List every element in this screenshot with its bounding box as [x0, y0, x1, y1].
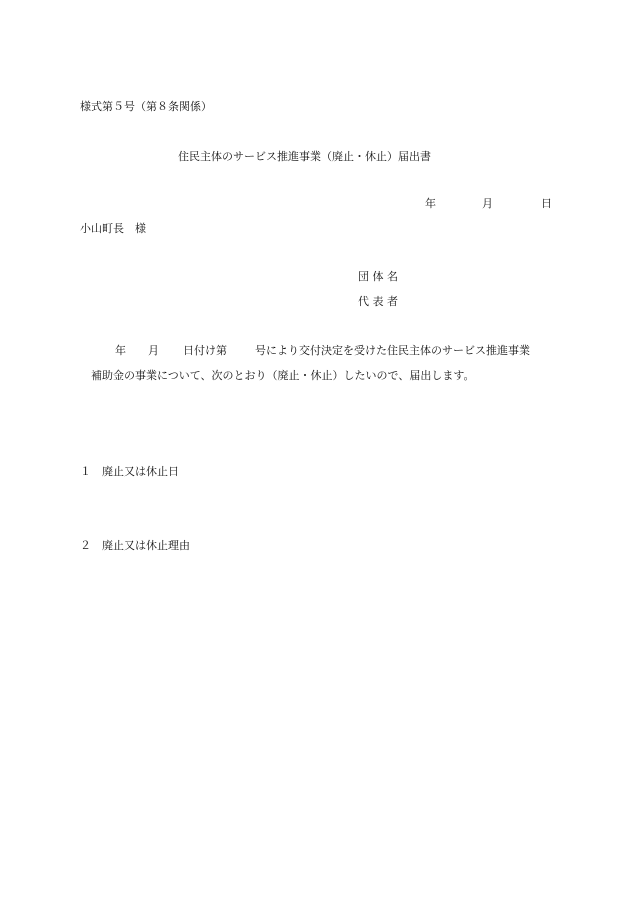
date-month-label: 月 [482, 197, 493, 210]
item-1-number: １ [80, 465, 91, 478]
date-day-label: 日 [541, 197, 552, 210]
item-1-label: 廃止又は休止日 [102, 465, 179, 478]
addressee: 小山町長 様 [80, 222, 146, 235]
date-year-label: 年 [425, 197, 436, 210]
form-number: 様式第５号（第８条関係） [80, 100, 212, 113]
document-title: 住民主体のサービス推進事業（廃止・休止）届出書 [178, 150, 431, 163]
representative-label: 代 表 者 [358, 295, 398, 308]
body-line1-rest: 号により交付決定を受けた住民主体のサービス推進事業 [255, 344, 530, 357]
body-year-label: 年 [115, 344, 126, 357]
body-line2: 補助金の事業について、次のとおり（廃止・休止）したいので、届出します。 [91, 369, 475, 382]
body-month-label: 月 [148, 344, 159, 357]
body-date-suffix: 日付け第 [183, 344, 227, 357]
item-2-number: ２ [80, 539, 91, 552]
item-2-label: 廃止又は休止理由 [102, 539, 190, 552]
organization-name-label: 団 体 名 [358, 270, 398, 283]
